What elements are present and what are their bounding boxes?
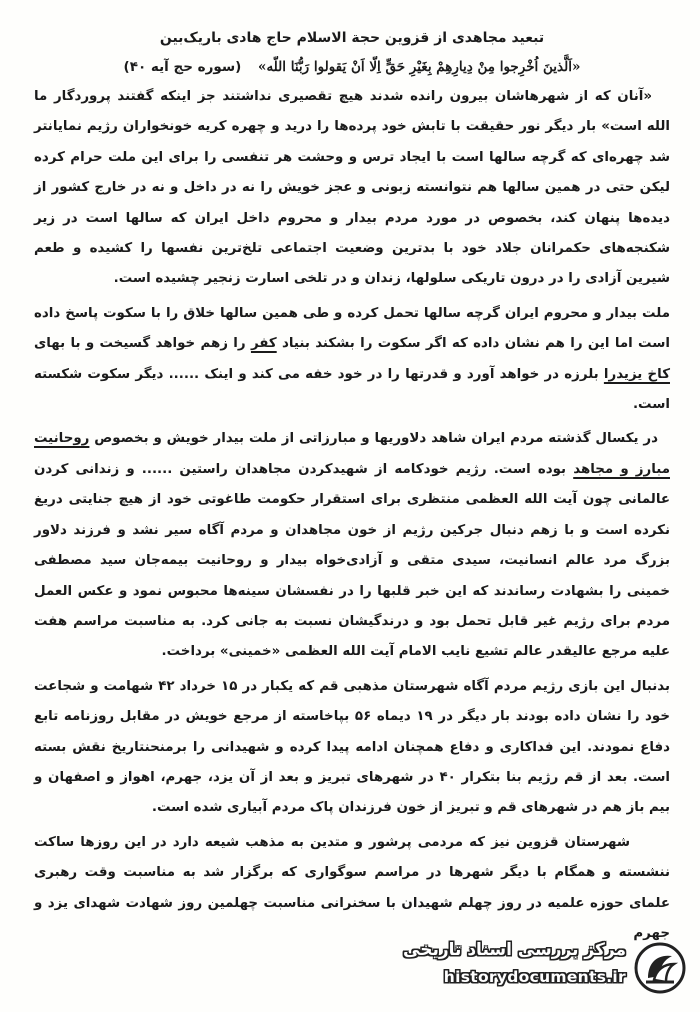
verse-text: «اَلَّذینَ اُخْرِجوا مِنْ دِیارِهِمْ بِغَیْرِ حَقٍّ اِلّا اَنْ یَقولوا رَبُّنَا اللّه»: [258, 59, 581, 75]
watermark-title: مرکز بررسی اسناد تاریخی: [403, 940, 626, 960]
watermark-url: historydocuments.ir: [443, 968, 626, 986]
archive-watermark: [403, 938, 686, 1000]
underlined-phrase: کفر: [250, 336, 277, 352]
paragraph-2-text-c: بلرزه در خواهد آورد و قدرتها را در خود خفه می کند و اینک ...... دیگر سکوت شکسته است.: [34, 366, 670, 413]
underlined-phrase: کاخ یزیدرا: [603, 366, 670, 382]
paragraph-3-text-a: در یکسال گذشته مردم ایران شاهد دلاوریها و مبارزاتی از ملت بیدار خویش و بخصوص: [89, 431, 658, 447]
paragraph-1: «آنان که از شهرهاشان بیرون رانده شدند هیچ تقصیری نداشتند جز اینکه گفتند پروردگار ما الله است» بار دیگر نور حقیقت با تابش خود پرده‌ها را درید و چهره کریه خونخواران رژیم نمایانتر شد چهره‌ای که گرچه سالها است با ایجاد ترس و وحشت هر تنفسی را برای این ملت حرام کرده لیکن حتی در همین سالها هم نتوانسته زبونی و عجز خویش را نه در داخل و نه در خارج کشور از دیده‌ها پنهان کند، بخصوص در مورد مردم بیدار و محروم داخل ایران که سالها است در زیر شکنجه‌های حکمرانان جلاد خود با بدترین وضعیت اجتماعی تلخ‌ترین نفسها را کشیده و طعم شیرین آزادی را در درون تاریکی سلولها، زندان و در تلخی اسارت زنجیر چشیده است.: [34, 89, 670, 287]
underlined-phrase: روحانیت مبارز و مجاهد: [34, 431, 670, 477]
paragraph-2-text-b: را زهم خواهد گسیخت و با بهای: [34, 336, 251, 352]
paragraph-5: شهرستان قزوین نیز که مردمی پرشور و متدین به مذهب شیعه دارد در این روزها ساکت ننشسته و همگام با دیگر شهرها در مراسم سوگواری که برگزار شد به مناسبت وقت رهبری علمای حوزه علمیه در روز چهلم شهیدان با سخنرانی مناسبت چهلمین روز شهادت شهدای یزد و جهرم: [34, 834, 670, 941]
quran-verse: [34, 52, 670, 82]
paragraph-2-text-a: ملت بیدار و محروم ایران گرچه سالها تحمل کرده و طی همین سالها خلاق را با سکوت پاسخ داده است اما این را هم نشان داده که اگر سکوت را بشکند بنیاد: [34, 305, 670, 352]
paragraph-3: [34, 424, 670, 667]
document-body: [34, 24, 670, 949]
paragraph-3-text-b: بوده است. رژیم خودکامه از شهیدکردن مجاهدان راستین ...... و زندانی کردن عالمانی چون آیت الله العظمی منتظری برای استقرار حکومت طاغوتی خود از هیچ جنایتی دریغ نکرده است و با زهم دنبال جرکین رژیم از خون مجاهدان و مردم آگاه سیر نشد و فرزند دلاور بزرگ مرد عالم انسانیت، سیدی متقی و آزادی‌خواه بیدار و روحانیت بیمه‌جان سید مصطفی خمینی را بشهادت رساندند که این خبر قلبها را در نفسشان سینه‌ها محبوس نمود و عکس العمل مردم برای رژیم غیر قابل تحمل بود و درندگیشان نسبت به جانی کرد. به مناسبت مراسم هفت علیه مرجع عالیقدر عالم تشیع نایب الامام آیت الله العظمی «خمینی» برداخت.: [34, 461, 670, 660]
paragraph-2: [34, 299, 670, 421]
paragraph-4: بدنبال این بازی رژیم مردم آگاه شهرستان مذهبی قم که یکبار در ۱۵ خرداد ۴۲ شهامت و شجاعت خود را نشان داده بودند بار دیگر در ۱۹ دیماه ۵۶ بپاخاسته از مرجع خویش در مقابل روزنامه تابع دفاع نمودند. این فداکاری و دفاع همچنان ادامه پیدا کرده و شهیدانی را برمنحنتاریخ نقش بسته است. بعد از قم رژیم بنا بتکرار ۴۰ در شهرهای تبریز و بعد از آن یزد، جهرم، اهواز و اصفهان و بیم باز هم در شهرهای قم و تبریز از خون فرزندان پاک مردم آبیاری شده است.: [34, 678, 670, 816]
verse-reference: (سوره حج آیه ۴۰): [123, 59, 242, 75]
history-documents-logo-icon: [634, 942, 686, 994]
document-heading: تبعید مجاهدی از قزوین حجة الاسلام حاج هادی باریک‌بین: [159, 30, 545, 46]
